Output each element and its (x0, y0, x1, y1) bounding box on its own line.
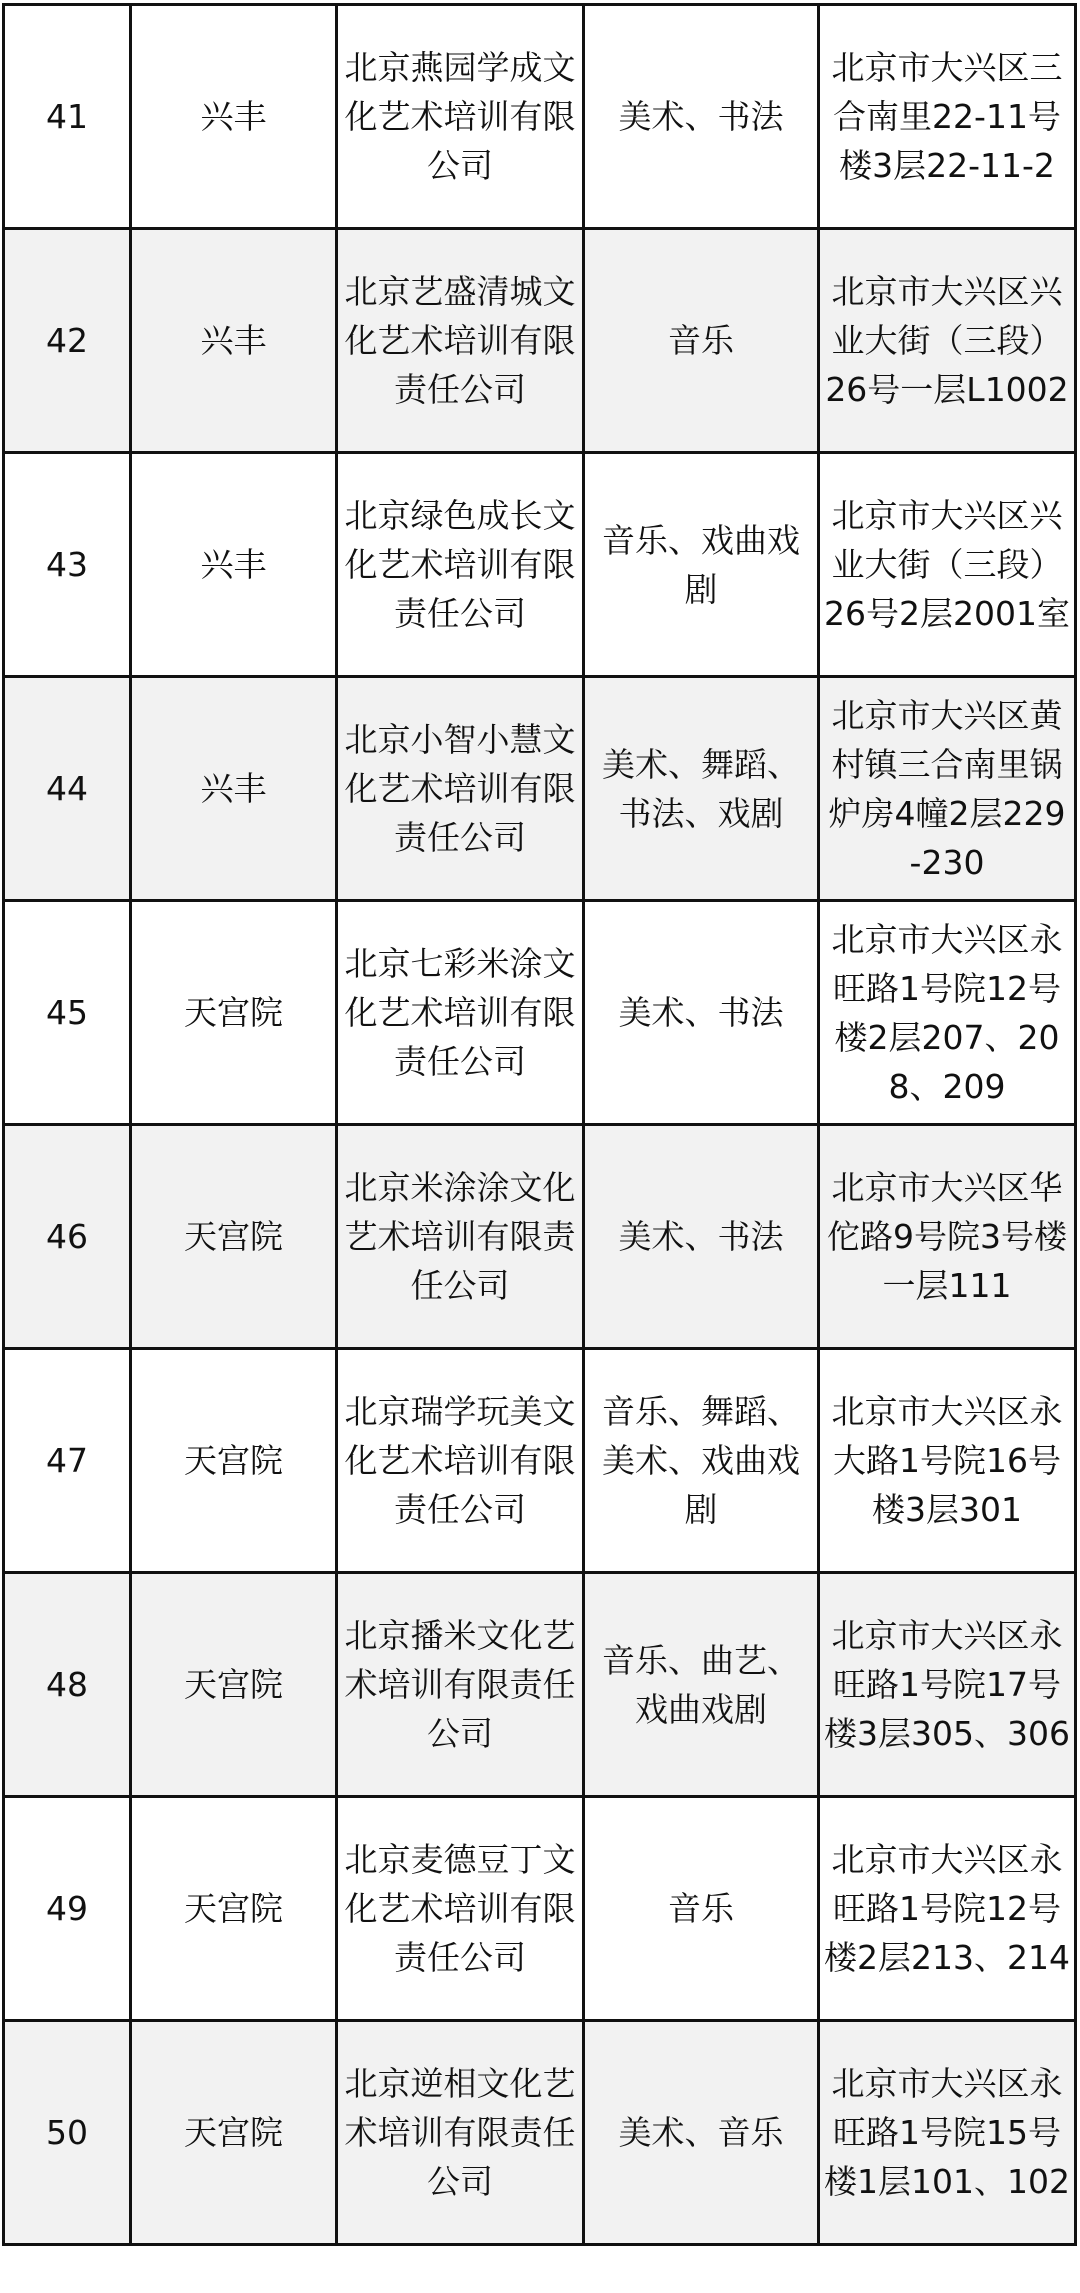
row-address: 北京市大兴区兴业大街（三段）26号一层L1002 (819, 229, 1076, 453)
institution-table (2, 3, 1077, 2246)
table-row (4, 5, 1076, 229)
row-category: 音乐、戏曲戏剧 (584, 453, 819, 677)
row-number: 46 (4, 1125, 131, 1349)
row-category: 音乐、舞蹈、美术、戏曲戏剧 (584, 1349, 819, 1573)
row-institution-name: 北京小智小慧文化艺术培训有限责任公司 (337, 677, 584, 901)
row-category: 美术、书法 (584, 901, 819, 1125)
row-number: 42 (4, 229, 131, 453)
table-row (4, 1349, 1076, 1573)
row-area: 天宫院 (131, 901, 337, 1125)
row-address: 北京市大兴区永旺路1号院12号楼2层213、214 (819, 1797, 1076, 2021)
row-institution-name: 北京艺盛清城文化艺术培训有限责任公司 (337, 229, 584, 453)
table-row (4, 2021, 1076, 2245)
table-row (4, 229, 1076, 453)
row-category: 美术、音乐 (584, 2021, 819, 2245)
table-row (4, 1125, 1076, 1349)
row-institution-name: 北京燕园学成文化艺术培训有限公司 (337, 5, 584, 229)
row-institution-name: 北京麦德豆丁文化艺术培训有限责任公司 (337, 1797, 584, 2021)
row-area: 天宫院 (131, 1349, 337, 1573)
row-number: 44 (4, 677, 131, 901)
row-area: 天宫院 (131, 2021, 337, 2245)
row-area: 天宫院 (131, 1573, 337, 1797)
row-number: 45 (4, 901, 131, 1125)
row-institution-name: 北京七彩米涂文化艺术培训有限责任公司 (337, 901, 584, 1125)
row-number: 49 (4, 1797, 131, 2021)
row-number: 48 (4, 1573, 131, 1797)
row-category: 美术、书法 (584, 1125, 819, 1349)
row-area: 兴丰 (131, 453, 337, 677)
row-number: 43 (4, 453, 131, 677)
row-institution-name: 北京绿色成长文化艺术培训有限责任公司 (337, 453, 584, 677)
row-area: 兴丰 (131, 229, 337, 453)
row-category: 美术、书法 (584, 5, 819, 229)
row-category: 音乐、曲艺、戏曲戏剧 (584, 1573, 819, 1797)
table-row (4, 453, 1076, 677)
row-address: 北京市大兴区华佗路9号院3号楼一层111 (819, 1125, 1076, 1349)
table-body (4, 5, 1076, 2245)
row-number: 41 (4, 5, 131, 229)
row-institution-name: 北京逆相文化艺术培训有限责任公司 (337, 2021, 584, 2245)
table-row (4, 901, 1076, 1125)
row-address: 北京市大兴区永旺路1号院17号楼3层305、306 (819, 1573, 1076, 1797)
row-address: 北京市大兴区黄村镇三合南里锅炉房4幢2层229-230 (819, 677, 1076, 901)
row-category: 美术、舞蹈、书法、戏剧 (584, 677, 819, 901)
row-address: 北京市大兴区永旺路1号院15号楼1层101、102 (819, 2021, 1076, 2245)
row-area: 兴丰 (131, 677, 337, 901)
row-institution-name: 北京播米文化艺术培训有限责任公司 (337, 1573, 584, 1797)
row-institution-name: 北京瑞学玩美文化艺术培训有限责任公司 (337, 1349, 584, 1573)
table-row (4, 677, 1076, 901)
row-number: 50 (4, 2021, 131, 2245)
row-area: 天宫院 (131, 1125, 337, 1349)
row-category: 音乐 (584, 1797, 819, 2021)
row-area: 天宫院 (131, 1797, 337, 2021)
row-address: 北京市大兴区永旺路1号院12号楼2层207、208、209 (819, 901, 1076, 1125)
row-area: 兴丰 (131, 5, 337, 229)
row-address: 北京市大兴区永大路1号院16号楼3层301 (819, 1349, 1076, 1573)
row-address: 北京市大兴区三合南里22-11号楼3层22-11-2 (819, 5, 1076, 229)
row-address: 北京市大兴区兴业大街（三段）26号2层2001室 (819, 453, 1076, 677)
table-row (4, 1573, 1076, 1797)
row-category: 音乐 (584, 229, 819, 453)
row-institution-name: 北京米涂涂文化艺术培训有限责任公司 (337, 1125, 584, 1349)
table-row (4, 1797, 1076, 2021)
row-number: 47 (4, 1349, 131, 1573)
